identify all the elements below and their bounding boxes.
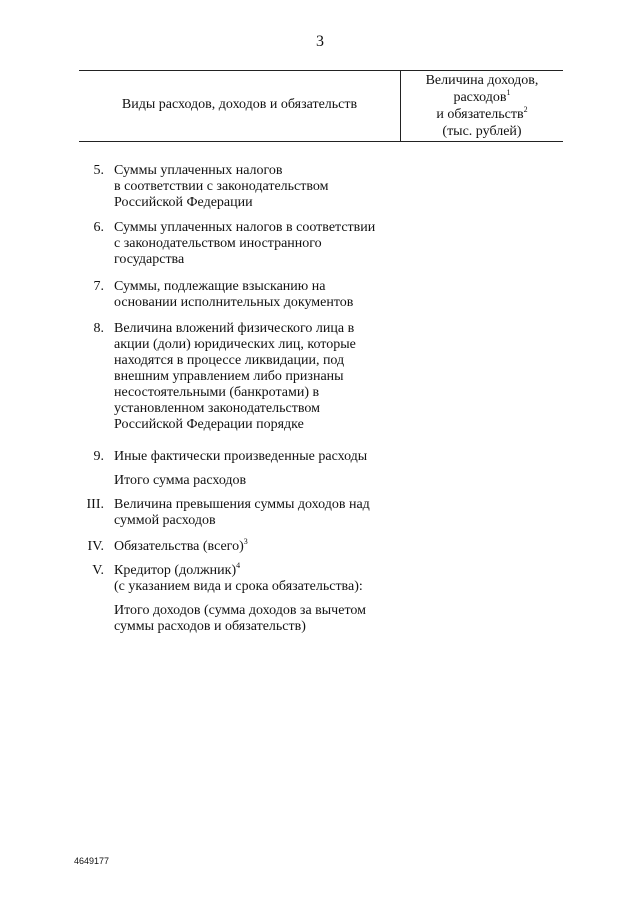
header-top-rule (79, 70, 563, 71)
header-amount-line2: расходов$^1$ (453, 88, 511, 105)
document-code: 4649177 (74, 856, 110, 866)
header-bottom-rule (79, 141, 563, 142)
table-header (79, 70, 563, 141)
footnote-ref-4: 4 (236, 561, 241, 570)
row-number: IV. (87, 539, 104, 554)
row-text: Кредитор (должник)$^4$ (с указанием вида и срока обязательства): (114, 561, 363, 594)
row-number: 7. (93, 279, 104, 294)
total-expenses: Итого сумма расходов (114, 473, 247, 488)
row-text: Обязательства (всего)$^3$ (114, 537, 248, 554)
header-amount-units: (тыс. рублей) (442, 124, 522, 139)
row-number: 8. (93, 321, 104, 336)
header-types-column: Виды расходов, доходов и обязательств (121, 97, 358, 112)
row-text: Суммы уплаченных налогов в соответствии с законодательством Российской Федерации (114, 163, 329, 210)
row-number: III. (86, 497, 104, 512)
row-number: V. (92, 563, 104, 578)
page-number: 3 (316, 33, 324, 50)
footnote-ref-3: 3 (243, 537, 248, 546)
footnote-ref-1: 1 (506, 88, 511, 97)
row-text: Величина превышения суммы доходов над суммой расходов (114, 497, 370, 528)
header-amount-line3: и обязательств$^2$ (436, 105, 528, 122)
header-amount-line1: Величина доходов, (425, 73, 539, 88)
footnote-ref-2: 2 (523, 105, 528, 114)
row-number: 5. (93, 163, 104, 178)
total-income: Итого доходов (сумма доходов за вычетом суммы расходов и обязательств) (114, 603, 366, 634)
row-text: Величина вложений физического лица в акции (доли) юридических лиц, которые находятся в процессе ликвидации, под внешним управлением либо признаны несостоятельными (банкротами) в установленном законодательством Российской Федерации порядке (114, 321, 356, 432)
header-amount-column (401, 72, 563, 140)
row-text: Суммы, подлежащие взысканию на основании исполнительных документов (114, 279, 354, 310)
row-number: 9. (93, 449, 104, 464)
row-number: 6. (93, 220, 104, 235)
row-text: Суммы уплаченных налогов в соответствии с законодательством иностранного государства (114, 220, 376, 267)
row-text: Иные фактически произведенные расходы (114, 449, 368, 464)
